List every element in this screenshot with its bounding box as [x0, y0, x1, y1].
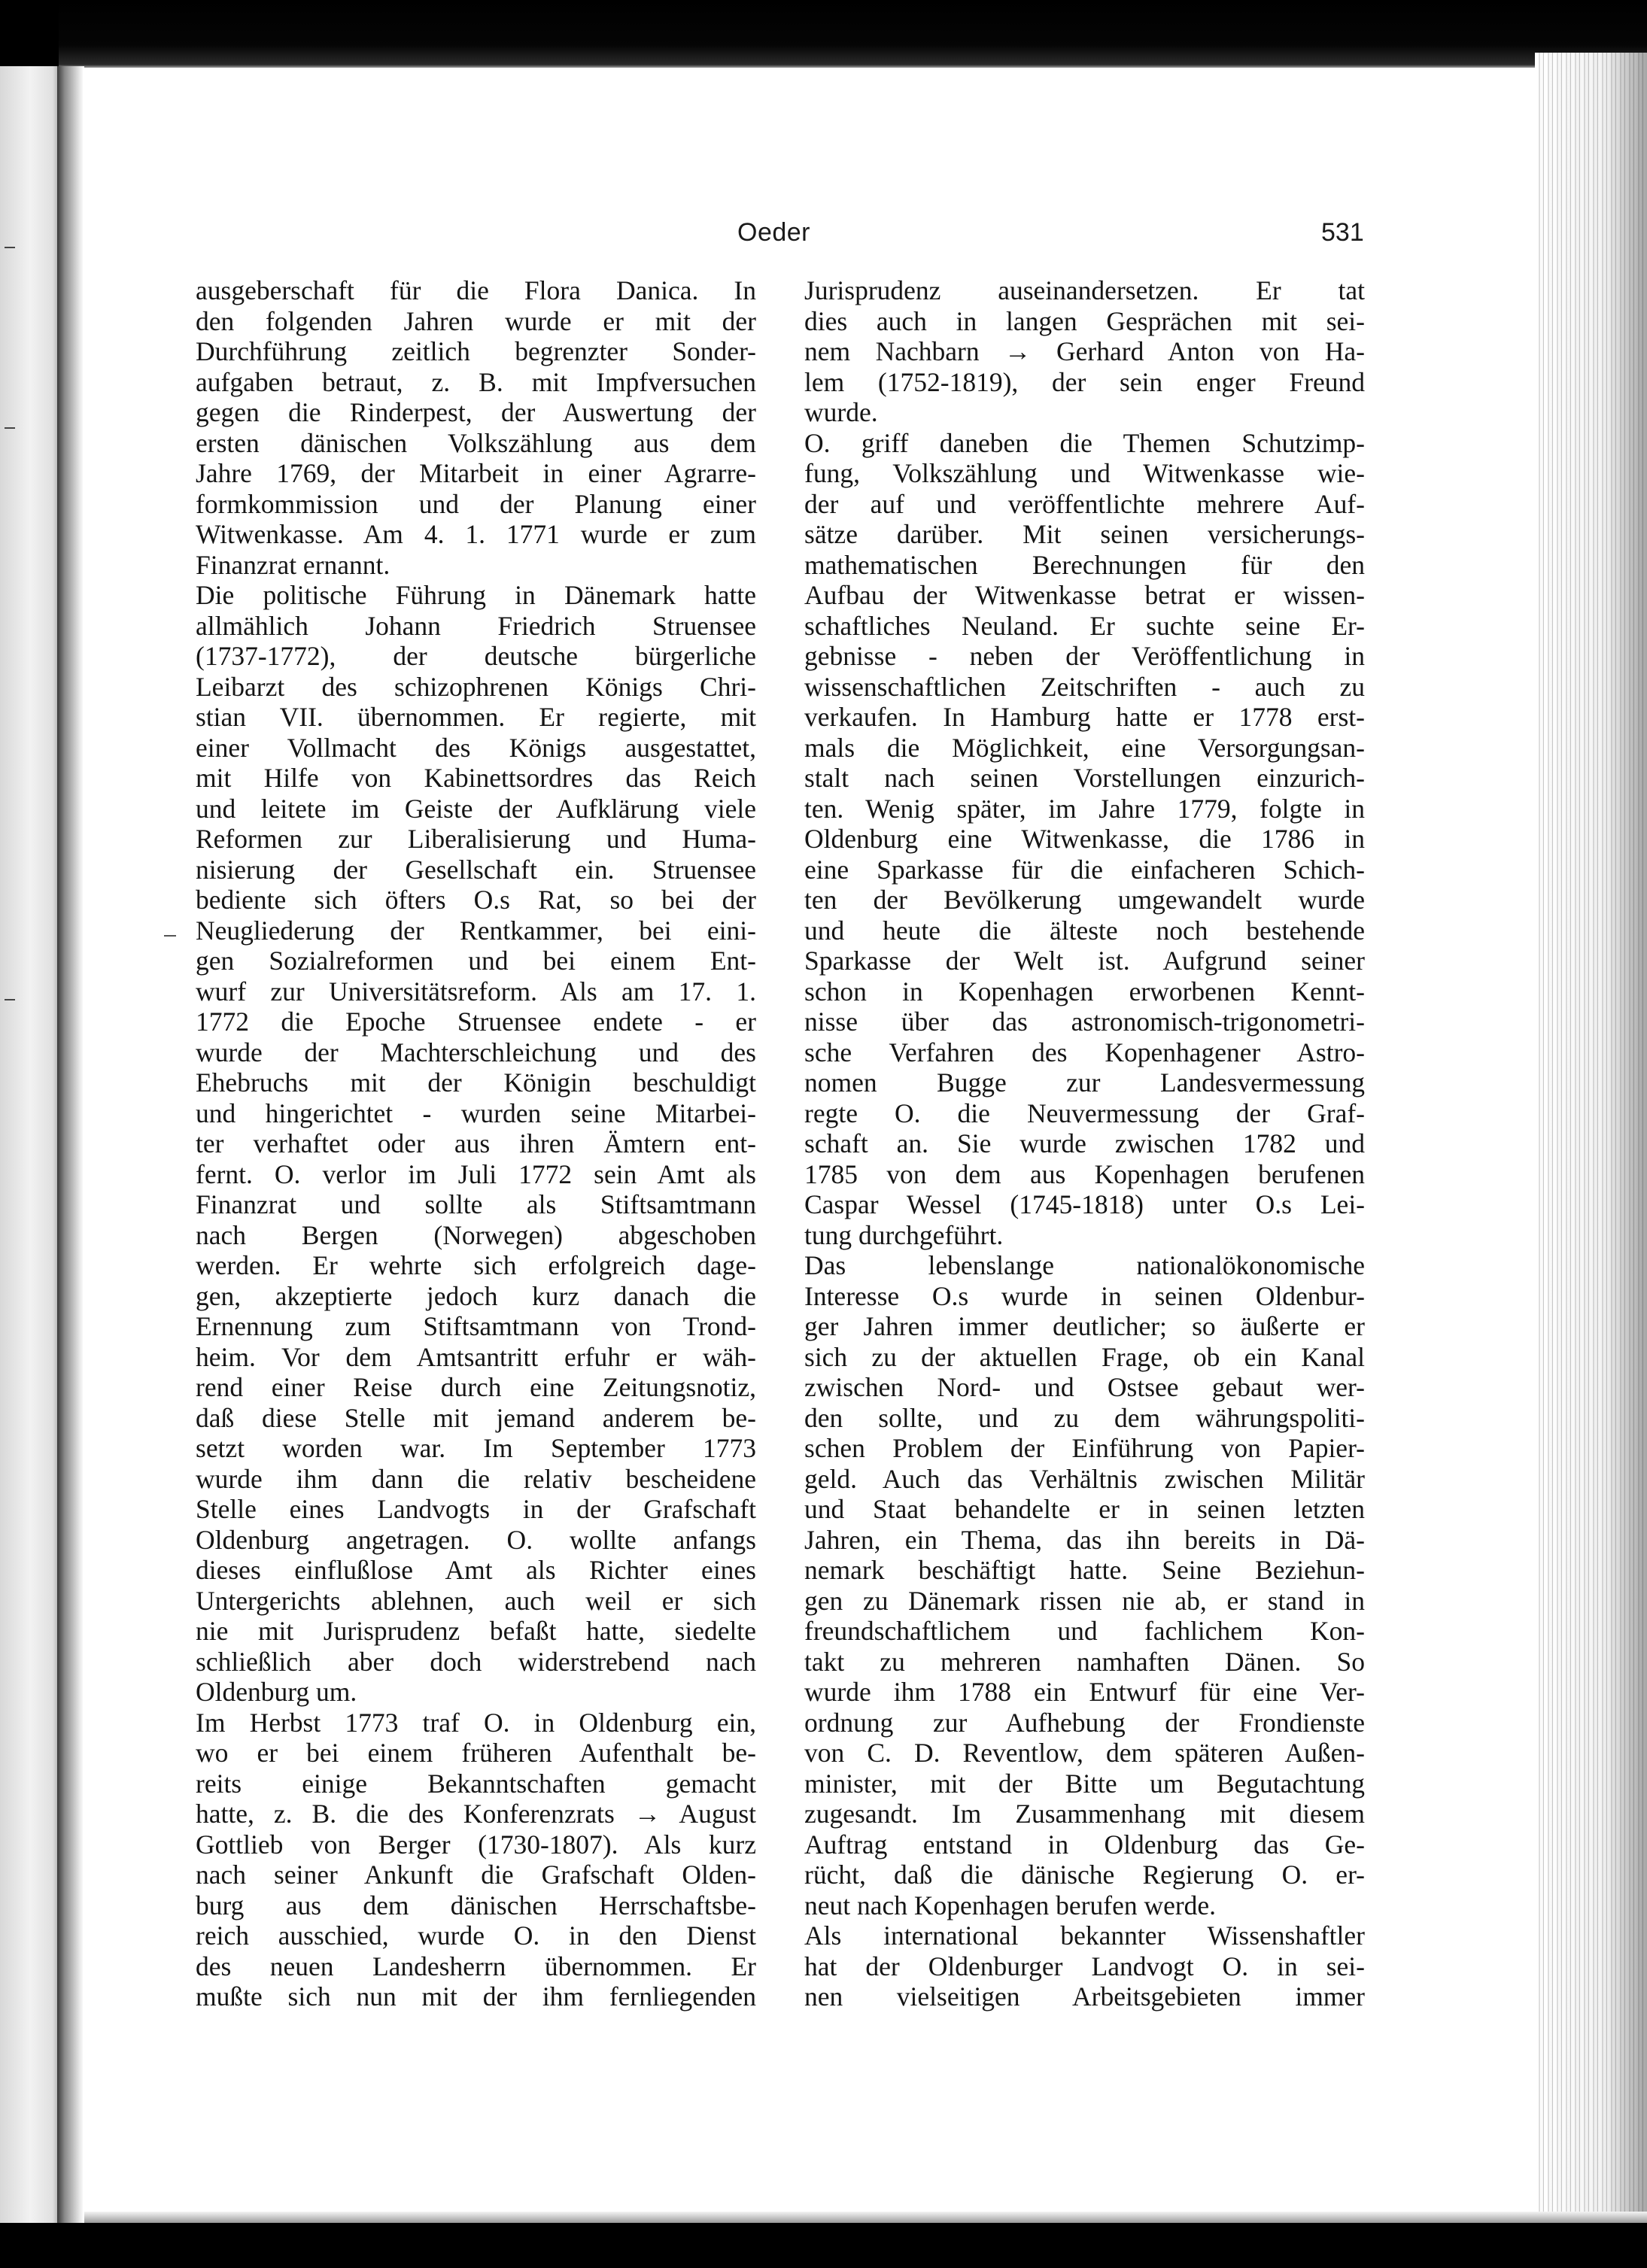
text-line: reits einige Bekanntschaften gemacht	[196, 1768, 756, 1799]
text-line: dieses einflußlose Amt als Richter eines	[196, 1555, 756, 1585]
text-line: mals die Möglichkeit, eine Versorgungsan-	[804, 732, 1365, 763]
text-line: Finanzrat und sollte als Stiftsamtmann	[196, 1189, 756, 1219]
text-line: ter verhaftet oder aus ihren Ämtern ent-	[196, 1128, 756, 1158]
text-line: nie mit Jurisprudenz befaßt hatte, siedelte	[196, 1616, 756, 1646]
text-line: den sollte, und zu dem währungspoliti-	[804, 1402, 1365, 1433]
text-line: nemark beschäftigt hatte. Seine Beziehun-	[804, 1555, 1365, 1585]
text-line: ten. Wenig später, im Jahre 1779, folgte in	[804, 793, 1365, 824]
text-line: rücht, daß die dänische Regierung O. er-	[804, 1860, 1365, 1890]
scanner-background-bottom	[0, 2223, 1647, 2268]
facing-page-marks	[5, 247, 20, 1601]
text-line: Aufbau der Witwenkasse betrat er wissen-	[804, 580, 1365, 610]
text-line: setzt worden war. Im September 1773	[196, 1433, 756, 1463]
text-line: und hingerichtet - wurden seine Mitarbei-	[196, 1098, 756, 1128]
running-head: Oeder	[737, 218, 810, 247]
text-line: nem Nachbarn → Gerhard Anton von Ha-	[804, 336, 1365, 366]
text-line: hat der Oldenburger Landvogt O. in sei-	[804, 1951, 1365, 1981]
margin-mark	[164, 935, 176, 937]
text-line: und heute die älteste noch bestehende	[804, 915, 1365, 946]
text-line: sätze darüber. Mit seinen versicherungs-	[804, 519, 1365, 549]
text-line: nach Bergen (Norwegen) abgeschoben	[196, 1219, 756, 1250]
text-line: Durchführung zeitlich begrenzter Sonder-	[196, 336, 756, 366]
text-line: Gottlieb von Berger (1730-1807). Als kurz	[196, 1829, 756, 1860]
text-line: fung, Volkszählung und Witwenkasse wie-	[804, 458, 1365, 488]
text-line: minister, mit der Bitte um Begutachtung	[804, 1768, 1365, 1799]
text-line: wo er bei einem früheren Aufenthalt be-	[196, 1738, 756, 1768]
text-line: nisierung der Gesellschaft ein. Struensee	[196, 854, 756, 885]
text-line: Neugliederung der Rentkammer, bei eini-	[196, 915, 756, 946]
text-line: geld. Auch das Verhältnis zwischen Militär	[804, 1463, 1365, 1494]
text-line: von C. D. Reventlow, dem späteren Außen-	[804, 1738, 1365, 1768]
text-line: gegen die Rinderpest, der Auswertung der	[196, 397, 756, 427]
text-line: tung durchgeführt.	[804, 1219, 1004, 1250]
page-block-shade	[1542, 53, 1647, 2234]
text-line: Untergerichts ablehnen, auch weil er sich	[196, 1585, 756, 1616]
text-line: ordnung zur Aufhebung der Frondienste	[804, 1707, 1365, 1738]
text-line: allmählich Johann Friedrich Struensee	[196, 610, 756, 641]
text-line: gebnisse - neben der Veröffentlichung in	[804, 641, 1365, 671]
text-line: fernt. O. verlor im Juli 1772 sein Amt als	[196, 1158, 756, 1189]
text-line: hatte, z. B. die des Konferenzrats → August	[196, 1799, 756, 1829]
text-line: nomen Bugge zur Landesvermessung	[804, 1067, 1365, 1098]
text-line: Jahre 1769, der Mitarbeit in einer Agrarre-	[196, 458, 756, 488]
text-line: wurde der Machterschleichung und des	[196, 1037, 756, 1067]
text-line: heim. Vor dem Amtsantritt erfuhr er wäh-	[196, 1341, 756, 1372]
text-line: Leibarzt des schizophrenen Königs Chri-	[196, 671, 756, 702]
text-line: Oldenburg angetragen. O. wollte anfangs	[196, 1524, 756, 1555]
text-line: ger Jahren immer deutlicher; so äußerte er	[804, 1311, 1365, 1341]
text-line: O. griff daneben die Themen Schutzimp-	[804, 427, 1365, 458]
text-line: regte O. die Neuvermessung der Graf-	[804, 1098, 1365, 1128]
text-line: stian VII. übernommen. Er regierte, mit	[196, 702, 756, 732]
text-line: Ernennung zum Stiftsamtmann von Trond-	[196, 1311, 756, 1341]
text-line: sich zu der aktuellen Frage, ob ein Kanal	[804, 1341, 1365, 1372]
left-text-column	[196, 275, 756, 2012]
text-line: der auf und veröffentlichte mehrere Auf-	[804, 488, 1365, 519]
text-line: Jahren, ein Thema, das ihn bereits in Dä-	[804, 1524, 1365, 1555]
text-line: Im Herbst 1773 traf O. in Oldenburg ein,	[196, 1707, 756, 1738]
text-line: mußte sich nun mit der ihm fernliegenden	[196, 1981, 756, 2011]
text-line: wurde ihm 1788 ein Entwurf für eine Ver-	[804, 1677, 1365, 1707]
text-line: nisse über das astronomisch-trigonometri-	[804, 1006, 1365, 1037]
text-line: schließlich aber doch widerstrebend nach	[196, 1646, 756, 1677]
text-line: ersten dänischen Volkszählung aus dem	[196, 427, 756, 458]
text-line: Die politische Führung in Dänemark hatte	[196, 580, 756, 610]
text-line: Sparkasse der Welt ist. Aufgrund seiner	[804, 946, 1365, 976]
text-line: einer Vollmacht des Königs ausgestattet,	[196, 732, 756, 763]
text-line: Als international bekannter Wissenshaftler	[804, 1920, 1365, 1951]
text-line: Oldenburg um.	[196, 1677, 357, 1707]
text-line: sche Verfahren des Kopenhagener Astro-	[804, 1037, 1365, 1067]
text-line: mit Hilfe von Kabinettsordres das Reich	[196, 763, 756, 793]
text-line: Finanzrat ernannt.	[196, 549, 390, 580]
page-number: 531	[1321, 218, 1364, 247]
text-line: und leitete im Geiste der Aufklärung viele	[196, 793, 756, 824]
text-line: ten der Bevölkerung umgewandelt wurde	[804, 885, 1365, 915]
text-line: neut nach Kopenhagen berufen werde.	[804, 1890, 1217, 1920]
text-line: dies auch in langen Gesprächen mit sei-	[804, 305, 1365, 336]
text-line: schaftliches Neuland. Er suchte seine Er-	[804, 610, 1365, 641]
text-line: den folgenden Jahren wurde er mit der	[196, 305, 756, 336]
text-line: bediente sich öfters O.s Rat, so bei der	[196, 885, 756, 915]
text-line: aufgaben betraut, z. B. mit Impfversuchen	[196, 366, 756, 397]
text-line: Jurisprudenz auseinandersetzen. Er tat	[804, 275, 1365, 305]
text-line: wissenschaftlichen Zeitschriften - auch zu	[804, 671, 1365, 702]
text-line: stalt nach seinen Vorstellungen einzurich-	[804, 763, 1365, 793]
text-line: ausgeberschaft für die Flora Danica. In	[196, 275, 756, 305]
text-line: wurf zur Universitätsreform. Als am 17. 1.	[196, 976, 756, 1006]
text-line: zwischen Nord- und Ostsee gebaut wer-	[804, 1372, 1365, 1402]
text-line: gen, akzeptierte jedoch kurz danach die	[196, 1280, 756, 1311]
text-line: des neuen Landesherrn übernommen. Er	[196, 1951, 756, 1981]
facing-page-edge	[0, 66, 62, 2225]
text-line: werden. Er wehrte sich erfolgreich dage-	[196, 1250, 756, 1280]
text-line: nen vielseitigen Arbeitsgebieten immer	[804, 1981, 1365, 2011]
text-line: Interesse O.s wurde in seinen Oldenbur-	[804, 1280, 1365, 1311]
text-line: gen zu Dänemark rissen nie ab, er stand in	[804, 1585, 1365, 1616]
text-line: takt zu mehreren namhaften Dänen. So	[804, 1646, 1365, 1677]
text-line: Reformen zur Liberalisierung und Huma-	[196, 824, 756, 854]
text-line: freundschaftlichem und fachlichem Kon-	[804, 1616, 1365, 1646]
text-line: rend einer Reise durch eine Zeitungsnotiz,	[196, 1372, 756, 1402]
text-line: (1737-1772), der deutsche bürgerliche	[196, 641, 756, 671]
text-line: 1772 die Epoche Struensee endete - er	[196, 1006, 756, 1037]
text-line: Oldenburg eine Witwenkasse, die 1786 in	[804, 824, 1365, 854]
text-line: Das lebenslange nationalökonomische	[804, 1250, 1365, 1280]
text-line: formkommission und der Planung einer	[196, 488, 756, 519]
text-line: gen Sozialreformen und bei einem Ent-	[196, 946, 756, 976]
text-line: eine Sparkasse für die einfacheren Schich-	[804, 854, 1365, 885]
text-line: Stelle eines Landvogts in der Grafschaft	[196, 1494, 756, 1524]
text-line: Auftrag entstand in Oldenburg das Ge-	[804, 1829, 1365, 1860]
text-line: Ehebruchs mit der Königin beschuldigt	[196, 1067, 756, 1098]
text-line: nach seiner Ankunft die Grafschaft Olden-	[196, 1860, 756, 1890]
text-line: reich ausschied, wurde O. in den Dienst	[196, 1920, 756, 1951]
text-line: mathematischen Berechnungen für den	[804, 549, 1365, 580]
scanner-background-top	[0, 0, 1647, 69]
text-line: 1785 von dem aus Kopenhagen berufenen	[804, 1158, 1365, 1189]
text-line: schon in Kopenhagen erworbenen Kennt-	[804, 976, 1365, 1006]
text-line: und Staat behandelte er in seinen letzten	[804, 1494, 1365, 1524]
right-text-column	[804, 275, 1365, 2012]
text-line: wurde ihm dann die relativ bescheidene	[196, 1463, 756, 1494]
text-line: Witwenkasse. Am 4. 1. 1771 wurde er zum	[196, 519, 756, 549]
book-gutter	[57, 66, 84, 2225]
text-line: Caspar Wessel (1745-1818) unter O.s Lei-	[804, 1189, 1365, 1219]
text-line: daß diese Stelle mit jemand anderem be-	[196, 1402, 756, 1433]
text-line: zugesandt. Im Zusammenhang mit diesem	[804, 1799, 1365, 1829]
text-line: schaft an. Sie wurde zwischen 1782 und	[804, 1128, 1365, 1158]
text-line: wurde.	[804, 397, 878, 427]
text-line: lem (1752-1819), der sein enger Freund	[804, 366, 1365, 397]
text-line: burg aus dem dänischen Herrschaftsbe-	[196, 1890, 756, 1920]
text-line: schen Problem der Einführung von Papier-	[804, 1433, 1365, 1463]
text-line: verkaufen. In Hamburg hatte er 1778 erst-	[804, 702, 1365, 732]
